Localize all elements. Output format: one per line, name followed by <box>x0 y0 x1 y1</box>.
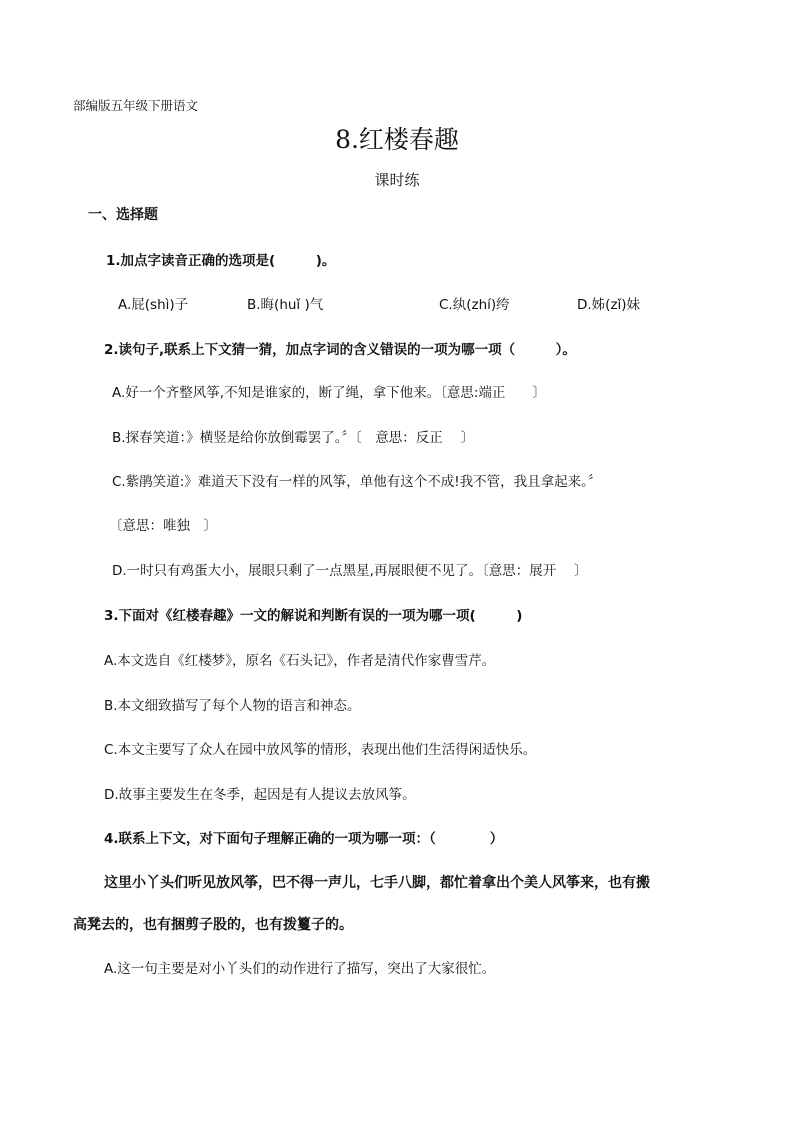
question-4-passage-line-1: 这里小丫头们听见放风筝，巴不得一声儿，七手八脚，都忙着拿出个美人风筝来，也有搬 <box>104 875 650 891</box>
question-2-option-b: B.探春笑道：》横竖是给你放倒霉罢了。〞〔 意思：反正 〕 <box>112 430 475 446</box>
question-2-option-d: D.一时只有鸡蛋大小，展眼只剩了一点黑星,再展眼便不见了。〔意思：展开 〕 <box>112 563 588 579</box>
question-1-option-a: A.屁(shì)子 <box>118 297 189 313</box>
page-title: 8.红楼春趣 <box>335 125 459 154</box>
question-3-option-c: C.本文主要写了众人在园中放风筝的情形，表现出他们生活得闲适快乐。 <box>104 742 537 758</box>
question-2-option-a: A.好一个齐整风筝,不知是谁家的，断了绳，拿下他来。〔意思:端正 〕 <box>112 385 546 401</box>
question-3-option-b: B.本文细致描写了每个人物的语言和神态。 <box>104 698 361 714</box>
question-1-option-d: D.姊(zǐ)妹 <box>577 297 641 313</box>
question-4-option-a: A.这一句主要是对小丫头们的动作进行了描写，突出了大家很忙。 <box>104 961 496 977</box>
document-header: 部编版五年级下册语文 <box>73 98 199 113</box>
question-1-stem: 1.加点字读音正确的选项是( )。 <box>106 253 336 269</box>
question-1-option-b: B.晦(huǐ )气 <box>247 297 324 313</box>
question-4-passage-line-2: 高凳去的，也有捆剪子股的，也有拨籰子的。 <box>73 917 353 933</box>
page-subtitle: 课时练 <box>374 171 420 189</box>
question-2-stem: 2.读句子,联系上下文猜一猜，加点字词的含义错误的一项为哪一项（ ）。 <box>104 342 576 358</box>
question-1-option-c: C.纨(zhí)绔 <box>439 297 510 313</box>
question-2-option-c: C.紫鹃笑道:》难道天下没有一样的风筝，单他有这个不成!我不管，我且拿起来。〞 <box>112 474 602 490</box>
question-4-stem: 4.联系上下文，对下面句子理解正确的一项为哪一项：（ ） <box>104 831 504 847</box>
section-heading: 一、选择题 <box>88 207 158 223</box>
question-2-option-c-note: 〔意思：唯独 〕 <box>109 518 217 534</box>
question-3-option-d: D.故事主要发生在冬季，起因是有人提议去放风筝。 <box>104 787 416 803</box>
question-3-stem: 3.下面对《红楼春趣》一文的解说和判断有误的一项为哪一项( ) <box>104 608 523 624</box>
question-3-option-a: A.本文选自《红楼梦》，原名《石头记》，作者是清代作家曹雪芹。 <box>104 653 496 669</box>
